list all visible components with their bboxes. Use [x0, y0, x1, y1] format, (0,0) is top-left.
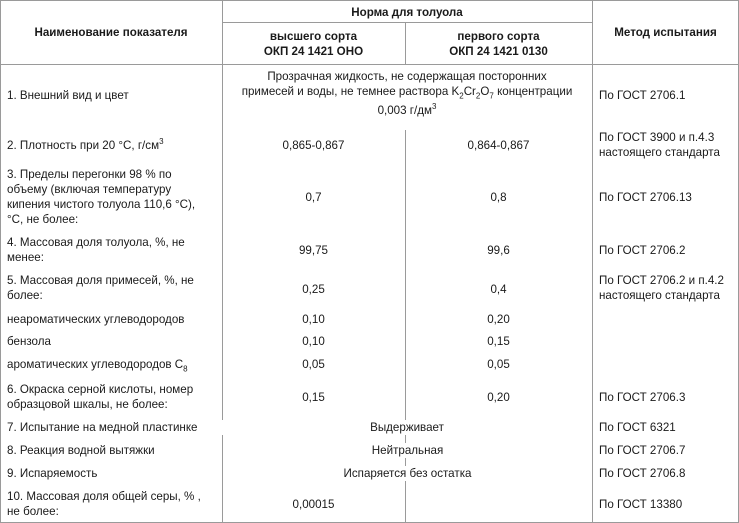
row5c-first: 0,05: [487, 358, 510, 371]
table-top-border: [0, 0, 739, 1]
row5-first: 0,4: [490, 283, 507, 296]
row9-merged-norm: Испаряется без остатка: [223, 466, 592, 481]
row7-name: 7. Испытание на медной пластинке: [7, 421, 198, 434]
row1-merged-line2: примесей и воды, не темнее раствора $K_2Cr_2O_7$ концентрации: [241, 85, 573, 101]
first-grade-code: ОКП 24 1421 0130: [449, 45, 548, 58]
row6-premium: 0,15: [302, 391, 325, 404]
row1-merged-line1: Прозрачная жидкость, не содержащая посторонних: [267, 70, 547, 83]
row4-name: [0, 235, 222, 265]
row6-name-line2: образцовой шкалы, не более:: [7, 398, 168, 411]
row5a-premium: 0,10: [302, 313, 325, 326]
header-method-column: Метод испытания: [614, 26, 717, 39]
row3-name: [0, 167, 222, 227]
row4-method: По ГОСТ 2706.2: [599, 244, 686, 257]
row3-name-line1: 3. Пределы перегонки 98 % по: [7, 168, 172, 181]
row7-method: По ГОСТ 6321: [599, 421, 676, 434]
row2-premium: 0,865-0,867: [282, 139, 345, 152]
header-norm-group: Норма для толуола: [351, 6, 463, 19]
row5a-name: неароматических углеводородов: [7, 313, 185, 326]
row6-method: По ГОСТ 2706.3: [599, 391, 686, 404]
row9-name: 9. Испаряемость: [7, 467, 98, 480]
row8-name: 8. Реакция водной вытяжки: [7, 444, 155, 457]
row3-name-line3: кипения чистого толуола 110,6 °С),: [7, 198, 196, 211]
row9-method: По ГОСТ 2706.8: [599, 467, 686, 480]
row3-premium: 0,7: [305, 191, 322, 204]
row4-premium: 99,75: [298, 244, 328, 257]
row2-first: 0,864-0,867: [467, 139, 530, 152]
row10-method: По ГОСТ 13380: [599, 498, 683, 511]
row5b-first: 0,15: [487, 335, 510, 348]
row5a-first: 0,20: [487, 313, 510, 326]
row5b-name: бензола: [7, 335, 51, 348]
row5-method-line1: По ГОСТ 2706.2 и п.4.2: [599, 274, 724, 287]
row8-method: По ГОСТ 2706.7: [599, 444, 686, 457]
header-first-grade: [405, 29, 592, 59]
row5-name-line1: 5. Массовая доля примесей, %, не: [7, 274, 194, 287]
row6-name: [0, 382, 222, 412]
row3-method: По ГОСТ 2706.13: [599, 191, 692, 204]
row5c-premium: 0,05: [302, 358, 325, 371]
row10-name-line1: 10. Массовая доля общей серы, % ,: [7, 490, 201, 503]
row7-merged-norm: Выдерживает: [222, 420, 592, 435]
row10-premium: 0,00015: [292, 498, 335, 511]
row3-name-line2: объему (включая температуру: [7, 183, 172, 196]
row5-name: [0, 273, 222, 303]
row1-method: По ГОСТ 2706.1: [599, 89, 686, 102]
row1-merged-norm: [222, 69, 592, 118]
row2-method-line2: настоящего стандарта: [599, 146, 720, 159]
header-subgroup-line: [222, 22, 592, 23]
row2-name: 2. Плотность при 20 °С, $г/см^3$: [7, 137, 164, 152]
first-grade-label: первого сорта: [457, 30, 540, 43]
row1-name: 1. Внешний вид и цвет: [7, 89, 129, 102]
row5c-name: ароматических углеводородов $С_8$: [7, 358, 188, 374]
header-premium-grade: [222, 29, 405, 59]
row2-method-line1: По ГОСТ 3900 и п.4.3: [599, 131, 715, 144]
row5-method-line2: настоящего стандарта: [599, 289, 720, 302]
row10-name-line2: не более:: [7, 505, 59, 518]
row5-method: [592, 273, 739, 303]
row10-name: [0, 489, 222, 519]
row5b-premium: 0,10: [302, 335, 325, 348]
row2-method: [592, 130, 739, 160]
row5-premium: 0,25: [302, 283, 325, 296]
row4-name-line2: менее:: [7, 251, 44, 264]
premium-grade-code: ОКП 24 1421 ОНО: [263, 45, 364, 58]
row6-first: 0,20: [487, 391, 510, 404]
row4-first: 99,6: [487, 244, 510, 257]
row4-name-line1: 4. Массовая доля толуола, %, не: [7, 236, 185, 249]
header-bottom-line: [0, 64, 739, 65]
row6-name-line1: 6. Окраска серной кислоты, номер: [7, 383, 194, 396]
row5-name-line2: более:: [7, 289, 43, 302]
row3-first: 0,8: [490, 191, 507, 204]
row1-merged-line3: 0,003 $г/дм^3$: [377, 102, 437, 117]
header-name-column: Наименование показателя: [34, 26, 188, 39]
premium-grade-label: высшего сорта: [269, 30, 358, 43]
row3-name-line4: °С, не более:: [7, 213, 79, 226]
row8-merged-norm: Нейтральная: [223, 443, 592, 458]
